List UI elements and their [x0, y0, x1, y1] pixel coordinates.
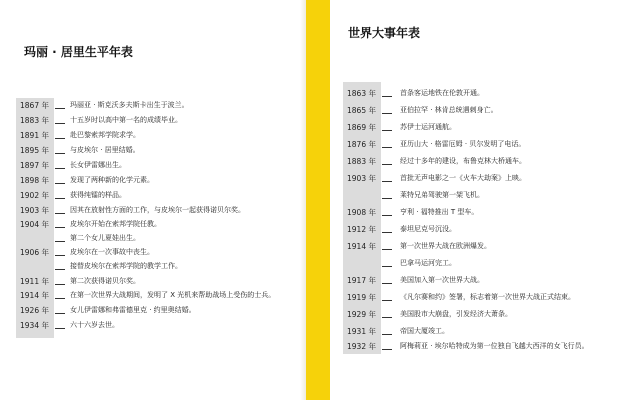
row-connector	[55, 213, 65, 214]
row-event: 美国加入第一次世界大战。	[400, 276, 484, 284]
row-year: 1895 年	[20, 146, 49, 155]
row-year: 1934 年	[20, 321, 49, 330]
row-connector	[55, 269, 65, 270]
row-connector	[382, 249, 392, 250]
row-event: 六十六岁去世。	[70, 321, 119, 329]
row-event: 巴拿马运河完工。	[400, 259, 456, 267]
row-year: 1898 年	[20, 176, 49, 185]
row-event: 发现了两种新的化学元素。	[70, 176, 154, 184]
row-event: 帝国大厦竣工。	[400, 327, 449, 335]
row-connector	[382, 147, 392, 148]
row-connector	[55, 108, 65, 109]
row-connector	[382, 198, 392, 199]
row-connector	[382, 317, 392, 318]
row-year: 1867 年	[20, 101, 49, 110]
row-connector	[382, 181, 392, 182]
row-event: 十五岁时以高中第一名的成绩毕业。	[70, 116, 182, 124]
row-connector	[55, 328, 65, 329]
row-year: 1919 年	[347, 293, 376, 302]
row-connector	[55, 255, 65, 256]
row-connector	[55, 153, 65, 154]
book-spine	[306, 0, 330, 400]
row-year: 1908 年	[347, 208, 376, 217]
row-connector	[382, 300, 392, 301]
row-event: 亨利 · 福特推出 T 型车。	[400, 208, 479, 216]
row-year: 1876 年	[347, 140, 376, 149]
row-event: 第二次获得诺贝尔奖。	[70, 277, 140, 285]
row-year: 1914 年	[20, 291, 49, 300]
curie-timeline-title: 玛丽 · 居里生平年表	[24, 45, 133, 59]
row-event: 接替皮埃尔在索邦学院的教学工作。	[70, 262, 182, 270]
row-event: 第二个女儿夏娃出生。	[70, 234, 140, 242]
row-event: 因其在放射性方面的工作，与皮埃尔一起获得诺贝尔奖。	[70, 206, 245, 214]
row-event: 苏伊士运河通航。	[400, 123, 456, 131]
row-year: 1906 年	[20, 248, 49, 257]
row-year: 1863 年	[347, 89, 376, 98]
row-event: 阿梅莉亚 · 埃尔哈特成为第一位独自飞越大西洋的女飞行员。	[400, 342, 589, 350]
row-year: 1926 年	[20, 306, 49, 315]
row-event: 皮埃尔开始在索邦学院任教。	[70, 220, 161, 228]
row-connector	[382, 349, 392, 350]
row-connector	[382, 232, 392, 233]
row-event: 获得纯镭的样品。	[70, 191, 126, 199]
row-connector	[55, 313, 65, 314]
row-year: 1912 年	[347, 225, 376, 234]
row-connector	[382, 283, 392, 284]
row-connector	[55, 298, 65, 299]
row-connector	[55, 168, 65, 169]
row-connector	[55, 227, 65, 228]
row-year: 1917 年	[347, 276, 376, 285]
row-year: 1902 年	[20, 191, 49, 200]
row-event: 赴巴黎索邦学院求学。	[70, 131, 140, 139]
row-event: 皮埃尔在一次事故中丧生。	[70, 248, 154, 256]
row-connector	[55, 138, 65, 139]
row-connector	[55, 241, 65, 242]
row-event: 亚历山大 · 格雷厄姆 · 贝尔发明了电话。	[400, 140, 526, 148]
row-connector	[382, 96, 392, 97]
row-year: 1869 年	[347, 123, 376, 132]
row-year: 1883 年	[20, 116, 49, 125]
row-year: 1891 年	[20, 131, 49, 140]
row-event: 《凡尔赛和约》签署，标志着第一次世界大战正式结束。	[400, 293, 575, 301]
row-year: 1931 年	[347, 327, 376, 336]
row-event: 泰坦尼克号沉没。	[400, 225, 456, 233]
row-year: 1903 年	[347, 174, 376, 183]
row-year: 1865 年	[347, 106, 376, 115]
row-year: 1932 年	[347, 342, 376, 351]
row-year: 1897 年	[20, 161, 49, 170]
row-connector	[382, 215, 392, 216]
row-year: 1911 年	[20, 277, 49, 286]
row-event: 亚伯拉罕 · 林肯总统遇刺身亡。	[400, 106, 498, 114]
row-event: 首条客运地铁在伦敦开通。	[400, 89, 484, 97]
row-connector	[382, 113, 392, 114]
row-year: 1929 年	[347, 310, 376, 319]
row-connector	[55, 284, 65, 285]
row-event: 莱特兄弟驾驶第一架飞机。	[400, 191, 484, 199]
row-event: 长女伊雷娜出生。	[70, 161, 126, 169]
row-connector	[55, 198, 65, 199]
row-event: 首批无声电影之一《火车大劫案》上映。	[400, 174, 526, 182]
row-event: 经过十多年的建设，布鲁克林大桥通车。	[400, 157, 526, 165]
row-event: 玛丽亚 · 斯克沃多夫斯卡出生于波兰。	[70, 101, 189, 109]
row-event: 第一次世界大战在欧洲爆发。	[400, 242, 491, 250]
row-connector	[382, 334, 392, 335]
row-connector	[55, 123, 65, 124]
row-connector	[382, 130, 392, 131]
row-year: 1904 年	[20, 220, 49, 229]
row-connector	[55, 183, 65, 184]
row-event: 美国股市大崩盘，引发经济大萧条。	[400, 310, 512, 318]
row-year: 1914 年	[347, 242, 376, 251]
world-events-title: 世界大事年表	[348, 26, 421, 40]
row-event: 女儿伊雷娜和弗雷德里克 · 约里奥结婚。	[70, 306, 196, 314]
row-event: 在第一次世界大战期间，发明了 X 光机来帮助战场上受伤的士兵。	[70, 291, 276, 299]
row-connector	[382, 266, 392, 267]
row-year: 1903 年	[20, 206, 49, 215]
row-connector	[382, 164, 392, 165]
row-year: 1883 年	[347, 157, 376, 166]
row-event: 与皮埃尔 · 居里结婚。	[70, 146, 140, 154]
